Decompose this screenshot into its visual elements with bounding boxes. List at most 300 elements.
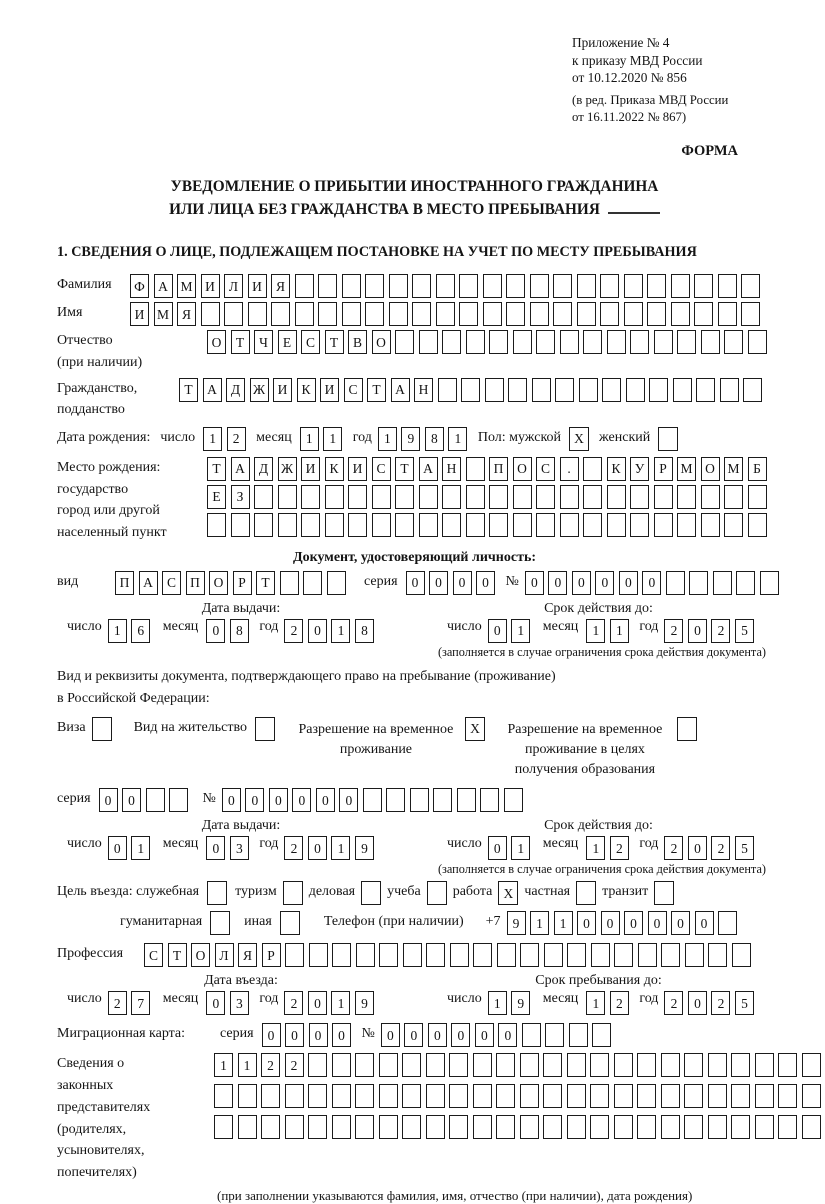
char-box[interactable] xyxy=(280,571,299,595)
char-box[interactable] xyxy=(661,1053,680,1077)
char-box[interactable]: 1 xyxy=(238,1053,257,1077)
char-box[interactable] xyxy=(708,1053,727,1077)
char-box[interactable]: Т xyxy=(179,378,198,402)
char-box[interactable] xyxy=(694,274,713,298)
char-box[interactable] xyxy=(553,274,572,298)
char-box[interactable] xyxy=(647,274,666,298)
char-box[interactable]: 1 xyxy=(511,836,530,860)
char-box[interactable] xyxy=(412,274,431,298)
char-box[interactable] xyxy=(461,378,480,402)
char-box[interactable]: 0 xyxy=(316,788,335,812)
char-box[interactable] xyxy=(560,330,579,354)
char-box[interactable]: 2 xyxy=(261,1053,280,1077)
char-box[interactable] xyxy=(649,378,668,402)
char-box[interactable] xyxy=(694,302,713,326)
char-box[interactable] xyxy=(450,943,469,967)
char-box[interactable]: 0 xyxy=(475,1023,494,1047)
char-box[interactable]: А xyxy=(419,457,438,481)
char-box[interactable]: Н xyxy=(442,457,461,481)
char-box[interactable] xyxy=(743,378,762,402)
char-box[interactable]: 0 xyxy=(577,911,596,935)
char-box[interactable] xyxy=(480,788,499,812)
char-box[interactable] xyxy=(459,274,478,298)
char-box[interactable]: 1 xyxy=(331,619,350,643)
char-box[interactable] xyxy=(513,513,532,537)
char-box[interactable] xyxy=(614,1053,633,1077)
sex-male-checkbox[interactable]: X xyxy=(569,427,589,451)
char-box[interactable]: 0 xyxy=(453,571,472,595)
char-box[interactable] xyxy=(532,378,551,402)
temp-permit-checkbox[interactable]: X xyxy=(465,717,485,741)
char-box[interactable] xyxy=(607,485,626,509)
char-box[interactable]: А xyxy=(139,571,158,595)
char-box[interactable]: К xyxy=(297,378,316,402)
purpose-tourism-checkbox[interactable] xyxy=(283,881,303,905)
char-box[interactable]: М xyxy=(724,457,743,481)
char-box[interactable]: Л xyxy=(215,943,234,967)
char-box[interactable] xyxy=(607,513,626,537)
purpose-transit-checkbox[interactable] xyxy=(654,881,674,905)
char-box[interactable] xyxy=(332,1053,351,1077)
char-box[interactable]: Т xyxy=(207,457,226,481)
char-box[interactable] xyxy=(583,513,602,537)
char-box[interactable] xyxy=(395,485,414,509)
char-box[interactable] xyxy=(325,513,344,537)
char-box[interactable] xyxy=(412,302,431,326)
char-box[interactable]: И xyxy=(348,457,367,481)
char-box[interactable]: 0 xyxy=(498,1023,517,1047)
char-box[interactable] xyxy=(301,485,320,509)
char-box[interactable] xyxy=(379,943,398,967)
char-box[interactable] xyxy=(654,513,673,537)
char-box[interactable]: 0 xyxy=(648,911,667,935)
char-box[interactable] xyxy=(684,1115,703,1139)
char-box[interactable]: 0 xyxy=(99,788,118,812)
char-box[interactable]: 3 xyxy=(230,991,249,1015)
char-box[interactable] xyxy=(569,1023,588,1047)
char-box[interactable] xyxy=(590,1115,609,1139)
char-box[interactable] xyxy=(365,302,384,326)
char-box[interactable] xyxy=(449,1115,468,1139)
char-box[interactable] xyxy=(661,1115,680,1139)
char-box[interactable] xyxy=(701,513,720,537)
char-box[interactable] xyxy=(637,1084,656,1108)
char-box[interactable]: П xyxy=(489,457,508,481)
char-box[interactable] xyxy=(732,943,751,967)
char-box[interactable] xyxy=(614,943,633,967)
char-box[interactable]: О xyxy=(207,330,226,354)
char-box[interactable]: И xyxy=(201,274,220,298)
char-box[interactable]: 0 xyxy=(269,788,288,812)
char-box[interactable] xyxy=(146,788,165,812)
char-box[interactable]: 0 xyxy=(429,571,448,595)
char-box[interactable] xyxy=(731,1053,750,1077)
char-box[interactable] xyxy=(708,1084,727,1108)
char-box[interactable] xyxy=(410,788,429,812)
char-box[interactable] xyxy=(802,1053,821,1077)
char-box[interactable] xyxy=(666,571,685,595)
char-box[interactable] xyxy=(577,274,596,298)
char-box[interactable] xyxy=(403,943,422,967)
char-box[interactable]: П xyxy=(186,571,205,595)
char-box[interactable] xyxy=(207,513,226,537)
char-box[interactable]: 1 xyxy=(488,991,507,1015)
char-box[interactable]: 2 xyxy=(108,991,127,1015)
char-box[interactable] xyxy=(442,513,461,537)
char-box[interactable] xyxy=(426,943,445,967)
char-box[interactable] xyxy=(372,513,391,537)
char-box[interactable] xyxy=(261,1115,280,1139)
char-box[interactable]: Я xyxy=(238,943,257,967)
char-box[interactable]: Т xyxy=(395,457,414,481)
char-box[interactable] xyxy=(577,302,596,326)
char-box[interactable] xyxy=(689,571,708,595)
char-box[interactable] xyxy=(579,378,598,402)
char-box[interactable]: 2 xyxy=(285,1053,304,1077)
char-box[interactable]: 0 xyxy=(642,571,661,595)
char-box[interactable]: 0 xyxy=(122,788,141,812)
char-box[interactable] xyxy=(684,1053,703,1077)
char-box[interactable] xyxy=(755,1115,774,1139)
char-box[interactable]: Р xyxy=(233,571,252,595)
char-box[interactable] xyxy=(724,513,743,537)
char-box[interactable] xyxy=(466,485,485,509)
char-box[interactable] xyxy=(567,943,586,967)
char-box[interactable] xyxy=(530,274,549,298)
char-box[interactable] xyxy=(560,513,579,537)
char-box[interactable] xyxy=(522,1023,541,1047)
char-box[interactable]: 0 xyxy=(308,991,327,1015)
char-box[interactable]: 0 xyxy=(404,1023,423,1047)
char-box[interactable] xyxy=(536,485,555,509)
char-box[interactable] xyxy=(395,330,414,354)
char-box[interactable] xyxy=(677,513,696,537)
char-box[interactable] xyxy=(741,302,760,326)
char-box[interactable]: 9 xyxy=(507,911,526,935)
char-box[interactable]: 0 xyxy=(688,836,707,860)
char-box[interactable]: 1 xyxy=(131,836,150,860)
char-box[interactable]: 1 xyxy=(331,836,350,860)
char-box[interactable] xyxy=(395,513,414,537)
char-box[interactable] xyxy=(485,378,504,402)
char-box[interactable] xyxy=(661,943,680,967)
purpose-humanitarian-checkbox[interactable] xyxy=(210,911,230,935)
char-box[interactable]: 8 xyxy=(230,619,249,643)
char-box[interactable]: Р xyxy=(654,457,673,481)
char-box[interactable]: 1 xyxy=(530,911,549,935)
char-box[interactable] xyxy=(489,485,508,509)
char-box[interactable] xyxy=(508,378,527,402)
visa-checkbox[interactable] xyxy=(92,717,112,741)
char-box[interactable] xyxy=(543,1053,562,1077)
char-box[interactable] xyxy=(506,302,525,326)
char-box[interactable]: 2 xyxy=(664,991,683,1015)
char-box[interactable]: Я xyxy=(177,302,196,326)
char-box[interactable]: 1 xyxy=(586,991,605,1015)
char-box[interactable]: 2 xyxy=(284,991,303,1015)
char-box[interactable] xyxy=(748,485,767,509)
char-box[interactable]: А xyxy=(154,274,173,298)
char-box[interactable] xyxy=(402,1053,421,1077)
char-box[interactable] xyxy=(438,378,457,402)
char-box[interactable] xyxy=(342,302,361,326)
char-box[interactable]: 8 xyxy=(425,427,444,451)
char-box[interactable] xyxy=(637,1053,656,1077)
char-box[interactable] xyxy=(436,274,455,298)
char-box[interactable] xyxy=(348,513,367,537)
char-box[interactable]: 3 xyxy=(230,836,249,860)
char-box[interactable]: 0 xyxy=(525,571,544,595)
char-box[interactable]: М xyxy=(677,457,696,481)
char-box[interactable] xyxy=(483,274,502,298)
char-box[interactable] xyxy=(308,1084,327,1108)
char-box[interactable]: И xyxy=(130,302,149,326)
char-box[interactable] xyxy=(755,1084,774,1108)
char-box[interactable]: 2 xyxy=(610,836,629,860)
char-box[interactable]: 0 xyxy=(206,836,225,860)
char-box[interactable]: О xyxy=(513,457,532,481)
char-box[interactable]: 2 xyxy=(227,427,246,451)
char-box[interactable] xyxy=(638,943,657,967)
char-box[interactable] xyxy=(506,274,525,298)
char-box[interactable]: Ж xyxy=(278,457,297,481)
char-box[interactable] xyxy=(626,378,645,402)
char-box[interactable]: И xyxy=(301,457,320,481)
purpose-official-checkbox[interactable] xyxy=(207,881,227,905)
char-box[interactable] xyxy=(372,485,391,509)
char-box[interactable] xyxy=(254,513,273,537)
char-box[interactable] xyxy=(630,330,649,354)
char-box[interactable] xyxy=(278,513,297,537)
char-box[interactable]: 6 xyxy=(131,619,150,643)
char-box[interactable] xyxy=(708,1115,727,1139)
char-box[interactable] xyxy=(449,1084,468,1108)
char-box[interactable] xyxy=(473,1053,492,1077)
char-box[interactable] xyxy=(309,943,328,967)
char-box[interactable]: О xyxy=(372,330,391,354)
char-box[interactable]: 8 xyxy=(355,619,374,643)
char-box[interactable]: Е xyxy=(278,330,297,354)
char-box[interactable]: Р xyxy=(262,943,281,967)
char-box[interactable]: Н xyxy=(414,378,433,402)
char-box[interactable]: Е xyxy=(207,485,226,509)
char-box[interactable]: 0 xyxy=(488,619,507,643)
char-box[interactable] xyxy=(654,330,673,354)
char-box[interactable] xyxy=(436,302,455,326)
char-box[interactable] xyxy=(583,457,602,481)
purpose-study-checkbox[interactable] xyxy=(427,881,447,905)
char-box[interactable]: 0 xyxy=(488,836,507,860)
char-box[interactable] xyxy=(708,943,727,967)
char-box[interactable] xyxy=(661,1084,680,1108)
char-box[interactable] xyxy=(295,302,314,326)
char-box[interactable] xyxy=(169,788,188,812)
char-box[interactable]: Т xyxy=(168,943,187,967)
char-box[interactable] xyxy=(520,943,539,967)
char-box[interactable] xyxy=(238,1115,257,1139)
char-box[interactable]: Ф xyxy=(130,274,149,298)
char-box[interactable]: Б xyxy=(748,457,767,481)
char-box[interactable] xyxy=(614,1115,633,1139)
char-box[interactable] xyxy=(473,943,492,967)
char-box[interactable]: М xyxy=(177,274,196,298)
char-box[interactable]: О xyxy=(701,457,720,481)
char-box[interactable] xyxy=(355,1115,374,1139)
char-box[interactable] xyxy=(231,513,250,537)
char-box[interactable]: 9 xyxy=(355,836,374,860)
char-box[interactable] xyxy=(379,1084,398,1108)
char-box[interactable] xyxy=(449,1053,468,1077)
char-box[interactable] xyxy=(402,1115,421,1139)
char-box[interactable] xyxy=(545,1023,564,1047)
char-box[interactable] xyxy=(555,378,574,402)
char-box[interactable]: 0 xyxy=(601,911,620,935)
char-box[interactable] xyxy=(489,330,508,354)
char-box[interactable] xyxy=(607,330,626,354)
char-box[interactable]: 2 xyxy=(711,619,730,643)
char-box[interactable] xyxy=(696,378,715,402)
char-box[interactable] xyxy=(201,302,220,326)
char-box[interactable]: З xyxy=(231,485,250,509)
char-box[interactable] xyxy=(685,943,704,967)
char-box[interactable] xyxy=(318,274,337,298)
char-box[interactable] xyxy=(536,513,555,537)
char-box[interactable]: 0 xyxy=(108,836,127,860)
char-box[interactable] xyxy=(592,1023,611,1047)
char-box[interactable] xyxy=(389,274,408,298)
char-box[interactable]: К xyxy=(607,457,626,481)
char-box[interactable]: 0 xyxy=(572,571,591,595)
char-box[interactable]: К xyxy=(325,457,344,481)
char-box[interactable]: 0 xyxy=(308,836,327,860)
char-box[interactable]: Т xyxy=(325,330,344,354)
sex-female-checkbox[interactable] xyxy=(658,427,678,451)
char-box[interactable]: И xyxy=(320,378,339,402)
char-box[interactable] xyxy=(303,571,322,595)
char-box[interactable]: 1 xyxy=(554,911,573,935)
char-box[interactable]: И xyxy=(248,274,267,298)
char-box[interactable]: 0 xyxy=(671,911,690,935)
char-box[interactable]: А xyxy=(231,457,250,481)
char-box[interactable]: С xyxy=(536,457,555,481)
char-box[interactable] xyxy=(402,1084,421,1108)
char-box[interactable] xyxy=(348,485,367,509)
char-box[interactable]: 1 xyxy=(511,619,530,643)
char-box[interactable]: Ж xyxy=(250,378,269,402)
char-box[interactable]: 0 xyxy=(381,1023,400,1047)
char-box[interactable] xyxy=(718,911,737,935)
char-box[interactable]: С xyxy=(301,330,320,354)
char-box[interactable] xyxy=(583,330,602,354)
char-box[interactable]: И xyxy=(273,378,292,402)
char-box[interactable]: 0 xyxy=(624,911,643,935)
char-box[interactable]: 0 xyxy=(222,788,241,812)
char-box[interactable]: 1 xyxy=(203,427,222,451)
char-box[interactable] xyxy=(389,302,408,326)
char-box[interactable] xyxy=(419,330,438,354)
purpose-other-checkbox[interactable] xyxy=(280,911,300,935)
char-box[interactable] xyxy=(741,274,760,298)
char-box[interactable] xyxy=(433,788,452,812)
char-box[interactable]: 0 xyxy=(206,619,225,643)
char-box[interactable] xyxy=(426,1084,445,1108)
char-box[interactable]: Т xyxy=(256,571,275,595)
char-box[interactable]: 0 xyxy=(451,1023,470,1047)
char-box[interactable] xyxy=(457,788,476,812)
purpose-work-checkbox[interactable]: X xyxy=(498,881,518,905)
char-box[interactable] xyxy=(802,1115,821,1139)
char-box[interactable]: А xyxy=(391,378,410,402)
char-box[interactable] xyxy=(426,1053,445,1077)
char-box[interactable]: 5 xyxy=(735,991,754,1015)
char-box[interactable] xyxy=(459,302,478,326)
char-box[interactable] xyxy=(214,1084,233,1108)
char-box[interactable] xyxy=(379,1053,398,1077)
char-box[interactable] xyxy=(630,513,649,537)
char-box[interactable] xyxy=(724,330,743,354)
char-box[interactable] xyxy=(671,302,690,326)
char-box[interactable]: О xyxy=(209,571,228,595)
char-box[interactable] xyxy=(489,513,508,537)
char-box[interactable] xyxy=(318,302,337,326)
char-box[interactable] xyxy=(677,485,696,509)
char-box[interactable] xyxy=(736,571,755,595)
char-box[interactable] xyxy=(591,943,610,967)
char-box[interactable] xyxy=(760,571,779,595)
char-box[interactable] xyxy=(778,1115,797,1139)
char-box[interactable] xyxy=(301,513,320,537)
char-box[interactable]: 0 xyxy=(688,619,707,643)
char-box[interactable]: 0 xyxy=(595,571,614,595)
char-box[interactable]: 2 xyxy=(711,836,730,860)
char-box[interactable]: 2 xyxy=(284,619,303,643)
char-box[interactable]: А xyxy=(203,378,222,402)
char-box[interactable] xyxy=(466,330,485,354)
char-box[interactable] xyxy=(513,330,532,354)
char-box[interactable] xyxy=(355,1053,374,1077)
char-box[interactable]: 1 xyxy=(586,619,605,643)
char-box[interactable] xyxy=(496,1115,515,1139)
char-box[interactable] xyxy=(755,1053,774,1077)
char-box[interactable] xyxy=(600,302,619,326)
char-box[interactable] xyxy=(553,302,572,326)
char-box[interactable] xyxy=(718,302,737,326)
char-box[interactable]: 9 xyxy=(401,427,420,451)
char-box[interactable] xyxy=(466,457,485,481)
purpose-private-checkbox[interactable] xyxy=(576,881,596,905)
char-box[interactable]: 1 xyxy=(300,427,319,451)
char-box[interactable]: У xyxy=(630,457,649,481)
char-box[interactable] xyxy=(224,302,243,326)
char-box[interactable]: М xyxy=(154,302,173,326)
char-box[interactable]: 2 xyxy=(664,619,683,643)
char-box[interactable] xyxy=(214,1115,233,1139)
char-box[interactable]: П xyxy=(115,571,134,595)
char-box[interactable] xyxy=(355,1084,374,1108)
char-box[interactable] xyxy=(496,1053,515,1077)
char-box[interactable] xyxy=(673,378,692,402)
char-box[interactable] xyxy=(543,1115,562,1139)
char-box[interactable]: 0 xyxy=(476,571,495,595)
char-box[interactable] xyxy=(567,1053,586,1077)
residence-permit-checkbox[interactable] xyxy=(255,717,275,741)
char-box[interactable] xyxy=(724,485,743,509)
char-box[interactable] xyxy=(342,274,361,298)
char-box[interactable] xyxy=(748,513,767,537)
char-box[interactable] xyxy=(473,1084,492,1108)
char-box[interactable] xyxy=(473,1115,492,1139)
char-box[interactable] xyxy=(614,1084,633,1108)
